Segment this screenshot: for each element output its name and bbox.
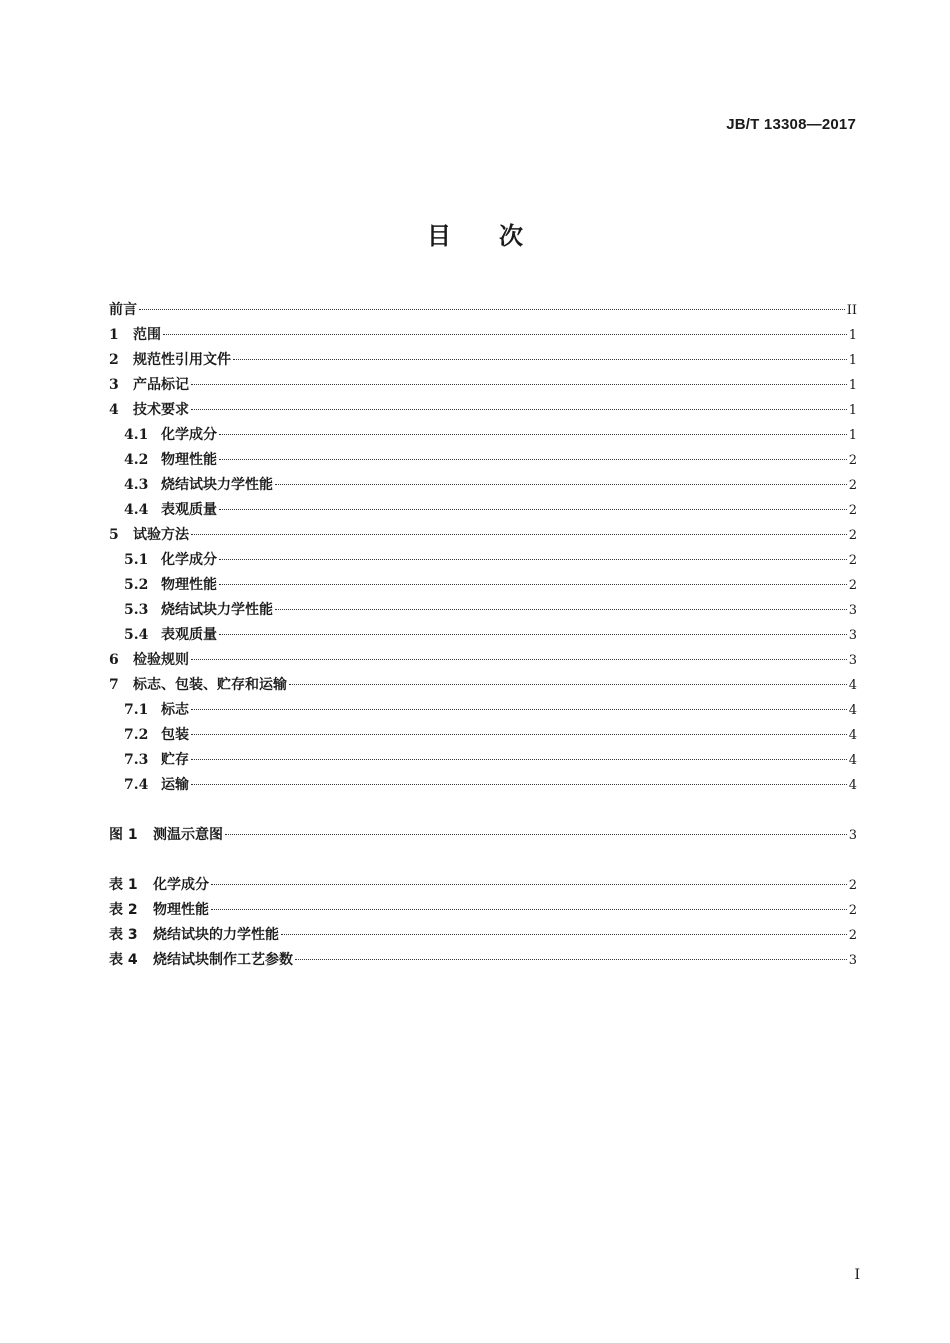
toc-entry-page: 1 <box>848 328 857 343</box>
toc-entry-number: 5.1 <box>124 552 149 568</box>
toc-leader-dots <box>191 759 847 760</box>
toc-entry[interactable] <box>109 923 857 948</box>
toc-entry-page: 2 <box>848 578 857 593</box>
toc-entry-label: 测温示意图 <box>153 827 223 843</box>
toc-entry-label: 烧结试块力学性能 <box>161 477 273 493</box>
toc-entry[interactable] <box>109 873 857 898</box>
toc-leader-dots <box>219 459 847 460</box>
toc-entry[interactable] <box>109 698 857 723</box>
toc-entry-page: 4 <box>848 703 857 718</box>
toc-entry-number: 4.4 <box>124 502 149 518</box>
toc-entry-page: 4 <box>848 728 857 743</box>
toc-entry-label: 贮存 <box>161 752 189 768</box>
toc-entry[interactable] <box>109 348 857 373</box>
toc-entry-label: 化学成分 <box>161 427 217 443</box>
toc-leader-dots <box>275 609 847 610</box>
toc-entry-number: 1 <box>109 327 119 343</box>
toc-leader-dots <box>219 509 847 510</box>
toc-entry-page: 2 <box>848 478 857 493</box>
toc-entry[interactable] <box>109 573 857 598</box>
toc-entry-prefix: 表 3 <box>109 927 138 943</box>
toc-entry-page: 4 <box>848 778 857 793</box>
toc-entry[interactable] <box>109 748 857 773</box>
toc-entry-number: 5 <box>109 527 119 543</box>
toc-entry[interactable] <box>109 448 857 473</box>
toc-entry[interactable] <box>109 898 857 923</box>
toc-entry[interactable] <box>109 523 857 548</box>
toc-entry-page: 3 <box>848 953 857 968</box>
toc-entry-number: 4.1 <box>124 427 149 443</box>
toc-entry-page: 2 <box>848 928 857 943</box>
toc-entry-label: 烧结试块的力学性能 <box>153 927 279 943</box>
toc-entry-label: 规范性引用文件 <box>133 352 231 368</box>
toc-entry[interactable] <box>109 298 857 323</box>
toc-entry-label: 表观质量 <box>161 502 217 518</box>
toc-entry[interactable] <box>109 373 857 398</box>
toc-leader-dots <box>233 359 847 360</box>
toc-entry[interactable] <box>109 423 857 448</box>
toc-entry-label: 烧结试块力学性能 <box>161 602 273 618</box>
toc-leader-dots <box>191 409 847 410</box>
toc-entry-page: 4 <box>848 753 857 768</box>
toc-leader-dots <box>139 309 845 310</box>
toc-entry-label: 标志 <box>161 702 189 718</box>
toc-entry-page: 2 <box>848 878 857 893</box>
toc-leader-dots <box>191 384 847 385</box>
toc-leader-dots <box>163 334 847 335</box>
toc-leader-dots <box>219 434 847 435</box>
toc-entry[interactable] <box>109 773 857 798</box>
toc-entry[interactable] <box>109 398 857 423</box>
toc-entry-label: 物理性能 <box>153 902 209 918</box>
page-number: I <box>854 1267 860 1283</box>
toc-main-list <box>109 298 857 798</box>
toc-entry-number: 4 <box>109 402 119 418</box>
toc-entry-number: 7.1 <box>124 702 149 718</box>
toc-entry-label: 物理性能 <box>161 577 217 593</box>
toc-entry-prefix: 图 1 <box>109 827 138 843</box>
toc-entry-page: 3 <box>848 828 857 843</box>
toc-entry[interactable] <box>109 548 857 573</box>
toc-entry[interactable] <box>109 648 857 673</box>
toc-leader-dots <box>219 634 847 635</box>
toc-entry-label: 化学成分 <box>153 877 209 893</box>
toc-leader-dots <box>191 784 847 785</box>
toc-leader-dots <box>191 709 847 710</box>
toc-entry[interactable] <box>109 673 857 698</box>
toc-entry-prefix: 表 2 <box>109 902 138 918</box>
toc-entry-number: 2 <box>109 352 119 368</box>
toc-leader-dots <box>281 934 847 935</box>
toc-entry[interactable] <box>109 623 857 648</box>
toc-leader-dots <box>289 684 847 685</box>
toc-entry-page: 1 <box>848 428 857 443</box>
toc-entry-label: 范围 <box>133 327 161 343</box>
toc-entry-page: 2 <box>848 553 857 568</box>
toc-entry-page: II <box>846 303 857 318</box>
toc-entry-label: 物理性能 <box>161 452 217 468</box>
toc-entry-number: 5.3 <box>124 602 149 618</box>
page-title: 目次 <box>427 222 571 250</box>
toc-entry-number: 7 <box>109 677 119 693</box>
toc-leader-dots <box>191 534 847 535</box>
toc-entry-page: 3 <box>848 653 857 668</box>
toc-entry-page: 2 <box>848 503 857 518</box>
toc-entry-number: 7.3 <box>124 752 149 768</box>
toc-entry-number: 3 <box>109 377 119 393</box>
toc-entry-label: 运输 <box>161 777 189 793</box>
toc-entry-page: 3 <box>848 628 857 643</box>
toc-leader-dots <box>295 959 847 960</box>
toc-entry-number: 7.4 <box>124 777 149 793</box>
toc-entry[interactable] <box>109 498 857 523</box>
toc-entry[interactable] <box>109 473 857 498</box>
toc-entry-label: 烧结试块制作工艺参数 <box>153 952 293 968</box>
toc-leader-dots <box>211 909 847 910</box>
toc-figures-list <box>109 823 857 848</box>
toc-entry-page: 2 <box>848 453 857 468</box>
toc-entry-label: 前言 <box>109 302 137 318</box>
toc-tables-list <box>109 873 857 973</box>
standard-code: JB/T 13308—2017 <box>726 116 856 133</box>
toc-entry-label: 产品标记 <box>133 377 189 393</box>
toc-leader-dots <box>191 734 847 735</box>
toc-leader-dots <box>191 659 847 660</box>
toc-entry-label: 表观质量 <box>161 627 217 643</box>
toc-entry-prefix: 表 4 <box>109 952 138 968</box>
toc-entry-page: 1 <box>848 403 857 418</box>
toc-entry-label: 标志、包装、贮存和运输 <box>133 677 287 693</box>
toc-entry[interactable] <box>109 723 857 748</box>
toc-leader-dots <box>219 584 847 585</box>
toc-leader-dots <box>275 484 847 485</box>
toc-entry-number: 6 <box>109 652 119 668</box>
toc-entry-prefix: 表 1 <box>109 877 138 893</box>
toc-entry-label: 包装 <box>161 727 189 743</box>
toc-entry-label: 化学成分 <box>161 552 217 568</box>
toc-entry-page: 1 <box>848 353 857 368</box>
toc-entry-number: 5.2 <box>124 577 149 593</box>
toc-leader-dots <box>225 834 847 835</box>
toc-entry-number: 7.2 <box>124 727 149 743</box>
toc-entry-page: 2 <box>848 903 857 918</box>
toc-entry-page: 1 <box>848 378 857 393</box>
toc-entry[interactable] <box>109 948 857 973</box>
toc-leader-dots <box>219 559 847 560</box>
toc-leader-dots <box>211 884 847 885</box>
toc-entry-number: 4.3 <box>124 477 149 493</box>
toc-entry-number: 5.4 <box>124 627 149 643</box>
toc-entry[interactable] <box>109 323 857 348</box>
toc-entry-page: 3 <box>848 603 857 618</box>
toc-entry-label: 技术要求 <box>133 402 189 418</box>
toc-entry-number: 4.2 <box>124 452 149 468</box>
toc-entry-page: 4 <box>848 678 857 693</box>
toc-entry[interactable] <box>109 598 857 623</box>
toc-entry-page: 2 <box>848 528 857 543</box>
toc-entry-label: 检验规则 <box>133 652 189 668</box>
toc-entry[interactable] <box>109 823 857 848</box>
toc-entry-label: 试验方法 <box>133 527 189 543</box>
